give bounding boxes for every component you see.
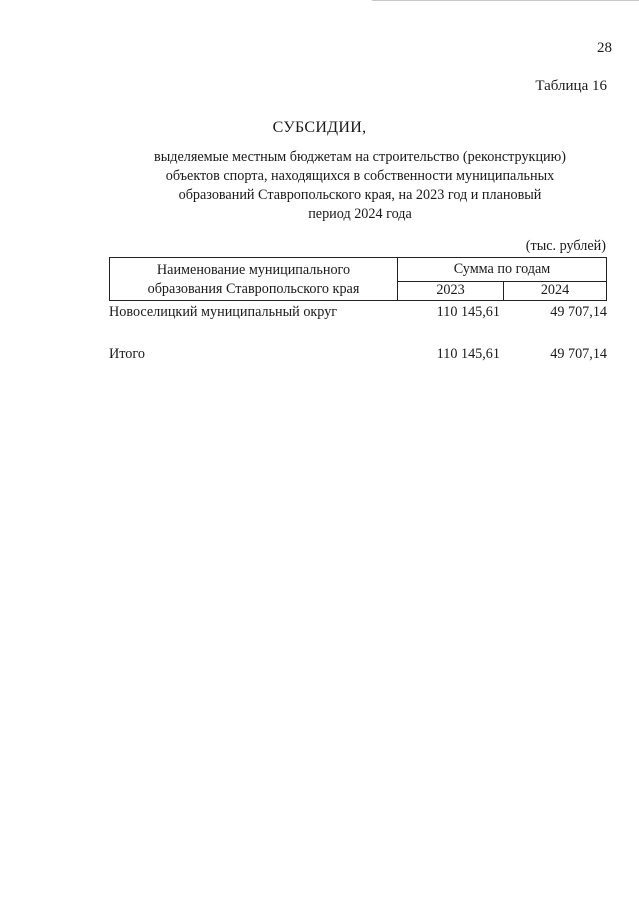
document-subtitle xyxy=(120,148,600,224)
header-name-line: образования Ставропольского края xyxy=(147,281,360,297)
table-label: Таблица 16 xyxy=(535,78,607,94)
total-row xyxy=(109,346,607,366)
total-value-2024: 49 707,14 xyxy=(550,346,607,362)
row-value-2024: 49 707,14 xyxy=(550,304,607,320)
table-row xyxy=(109,304,607,324)
table-header xyxy=(109,257,607,301)
header-year-2023: 2023 xyxy=(398,282,504,300)
subtitle-line: выделяемые местным бюджетам на строительство (реконструкцию) xyxy=(154,149,566,165)
header-sum-by-years: Сумма по годам xyxy=(398,258,606,282)
subtitle-line: объектов спорта, находящихся в собственности муниципальных xyxy=(165,168,555,184)
subtitle-line: образований Ставропольского края, на 2023 год и плановый xyxy=(178,187,542,203)
row-name: Новоселицкий муниципальный округ xyxy=(109,304,338,320)
row-value-2023: 110 145,61 xyxy=(436,304,500,320)
document-heading: СУБСИДИИ, xyxy=(272,119,367,136)
header-year-2024: 2024 xyxy=(540,282,570,298)
header-name-line: Наименование муниципального xyxy=(156,262,351,278)
total-name: Итого xyxy=(109,346,145,362)
subtitle-line: период 2024 года xyxy=(308,206,412,222)
header-name-cell xyxy=(110,258,398,300)
total-value-2023: 110 145,61 xyxy=(436,346,500,362)
units-label: (тыс. рублей) xyxy=(525,238,606,254)
top-rule xyxy=(372,0,639,1)
page-number: 28 xyxy=(597,40,612,56)
